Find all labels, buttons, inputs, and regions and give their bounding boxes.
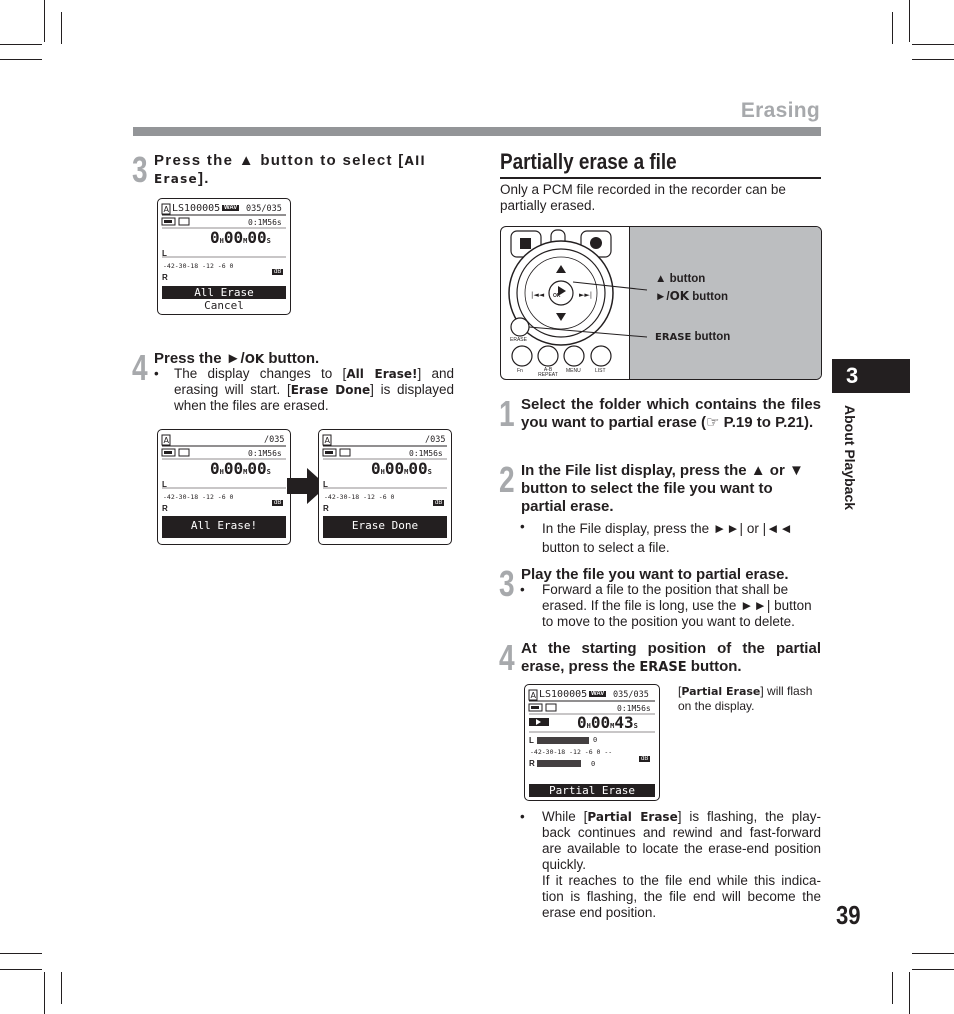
step-number: 3 [132, 149, 148, 190]
key-label: MENU [566, 368, 581, 374]
channel-l: L [162, 480, 167, 489]
step-number: 2 [499, 459, 515, 500]
db-badge: dB [274, 269, 282, 275]
step-text: Select the folder which contains the files you want to partial erase (☞ P.19 to P.21). [521, 396, 821, 431]
crop-mark [912, 953, 954, 954]
elapsed-time: 0H00M00S [210, 459, 271, 478]
db-badge: dB [641, 756, 649, 762]
svg-text:|◄◄: |◄◄ [531, 291, 545, 299]
erase-key-label: ERASE [510, 337, 527, 343]
lcd-display-all-erase-menu [157, 198, 291, 315]
file-count: /035 [425, 435, 446, 445]
crop-mark [0, 969, 42, 970]
step-text: In the File list display, press the ▲ or ▼ button to select the file you want to partial erase. [521, 462, 804, 515]
level-zero-r: 0 [591, 760, 596, 768]
key-label: Fn [517, 368, 523, 374]
display-note: [Partial Erase] will flash on the display. [678, 684, 813, 713]
partial-erase-band: Partial Erase [529, 784, 655, 797]
device-illustration [500, 226, 822, 380]
step-number: 4 [132, 347, 148, 388]
db-badge: dB [435, 500, 443, 506]
header-bar [133, 127, 821, 136]
page-number: 39 [836, 900, 861, 930]
chapter-tab: 3 [832, 359, 910, 393]
crop-mark [0, 59, 42, 60]
svg-text:A: A [163, 436, 169, 445]
key-label: LIST [595, 368, 606, 374]
channel-l: L [529, 736, 534, 745]
svg-text:A: A [324, 436, 330, 445]
crop-mark [892, 972, 893, 1004]
level-scale: -42-30-18 -12 -6 0 [163, 493, 234, 501]
level-zero-l: 0 [593, 736, 598, 744]
file-count: 035/035 [246, 204, 282, 214]
intro-text: Only a PCM file recorded in the recorder can be partially erased. [500, 182, 786, 213]
ok-key-label: OK [553, 293, 561, 299]
record-time: 0:1M56s [617, 704, 651, 713]
erase-status-band: Erase Done [323, 516, 447, 538]
step-number: 4 [499, 637, 515, 678]
level-scale: -42-30-18 -12 -6 0 [163, 262, 234, 270]
step-text: Play the file you want to partial erase. [521, 566, 789, 583]
elapsed-time: 0H00M43S [577, 713, 638, 732]
elapsed-time: 0H00M00S [210, 228, 271, 247]
step-number: 1 [499, 393, 515, 434]
file-count: /035 [264, 435, 285, 445]
crop-mark [912, 969, 954, 970]
wav-badge: WAV [591, 691, 605, 697]
callout-ok-button: ►/OK button [655, 289, 729, 303]
channel-r: R [162, 504, 168, 513]
bullet-dot: • [520, 519, 525, 534]
wav-badge: WAV [224, 205, 238, 211]
step-text: Press the ▲ button to select [All Erase]. [154, 152, 426, 187]
lcd-display-partial-erase [524, 684, 660, 801]
menu-option: Cancel [204, 299, 244, 312]
level-scale: -42-30-18 -12 -6 0 [324, 493, 395, 501]
key-label: A-B REPEAT [538, 367, 558, 378]
crop-mark [912, 59, 954, 60]
svg-text:►►|: ►►| [579, 291, 593, 299]
crop-mark [44, 972, 45, 1014]
crop-mark [0, 953, 42, 954]
svg-text:A: A [530, 691, 536, 700]
crop-mark [892, 12, 893, 44]
crop-mark [0, 44, 42, 45]
bullet-text: Forward a file to the position that shall be erased. If the file is long, use the ►►| button to move to the position you want to delete. [542, 582, 812, 629]
elapsed-time: 0H00M00S [371, 459, 432, 478]
step-number: 3 [499, 563, 515, 604]
callout-erase-button: ERASE button [655, 331, 731, 343]
page-title: Partially erase a file [500, 149, 677, 174]
title-rule [500, 177, 821, 179]
crop-mark [909, 0, 910, 42]
lcd-display-all-erase [157, 429, 291, 545]
file-count: 035/035 [613, 690, 649, 700]
bullet-text: The display changes to [All Erase!] and erasing will start. [Erase Done] is displayed when the files are erased. [174, 366, 454, 413]
crop-mark [61, 12, 62, 44]
channel-l: L [323, 480, 328, 489]
bullet-dot: • [154, 366, 159, 381]
section-title: Erasing [740, 99, 820, 122]
channel-l: L [162, 249, 167, 258]
record-time: 0:1M56s [248, 449, 282, 458]
menu-option-selected: All Erase [162, 286, 286, 299]
bullet-text: In the File display, press the ►►| or |◄◄ button to select a file. [542, 521, 793, 555]
level-scale: -42-30-18 -12 -6 0 -- [530, 748, 613, 756]
bullet-text: While [Partial Erase] is flashing, the play-back continues and rewind and fast-forward are available to locate the erase-end position quickly. If it reaches to the file end while this indica-tion is flashing, the file end will become the erase end position. [542, 809, 821, 920]
crop-mark [61, 972, 62, 1004]
crop-mark [909, 972, 910, 1014]
step-text: At the starting position of the partial erase, press the ERASE button. [521, 640, 821, 675]
file-name: LS100005 [539, 689, 588, 700]
bullet-dot: • [520, 582, 525, 597]
crop-mark [912, 44, 954, 45]
file-name: LS100005 [172, 203, 221, 214]
record-time: 0:1M56s [409, 449, 443, 458]
erase-status-band: All Erase! [162, 516, 286, 538]
channel-r: R [323, 504, 329, 513]
callout-up-button: ▲ button [655, 273, 706, 285]
bullet-dot: • [520, 809, 525, 824]
lcd-display-erase-done [318, 429, 452, 545]
svg-text:A: A [163, 205, 169, 214]
chapter-label: About Playback [842, 405, 858, 511]
channel-r: R [529, 759, 535, 768]
crop-mark [44, 0, 45, 42]
db-badge: dB [274, 500, 282, 506]
channel-r: R [162, 273, 168, 282]
step-text: Press the ►/OK button. [154, 350, 320, 367]
record-time: 0:1M56s [248, 218, 282, 227]
